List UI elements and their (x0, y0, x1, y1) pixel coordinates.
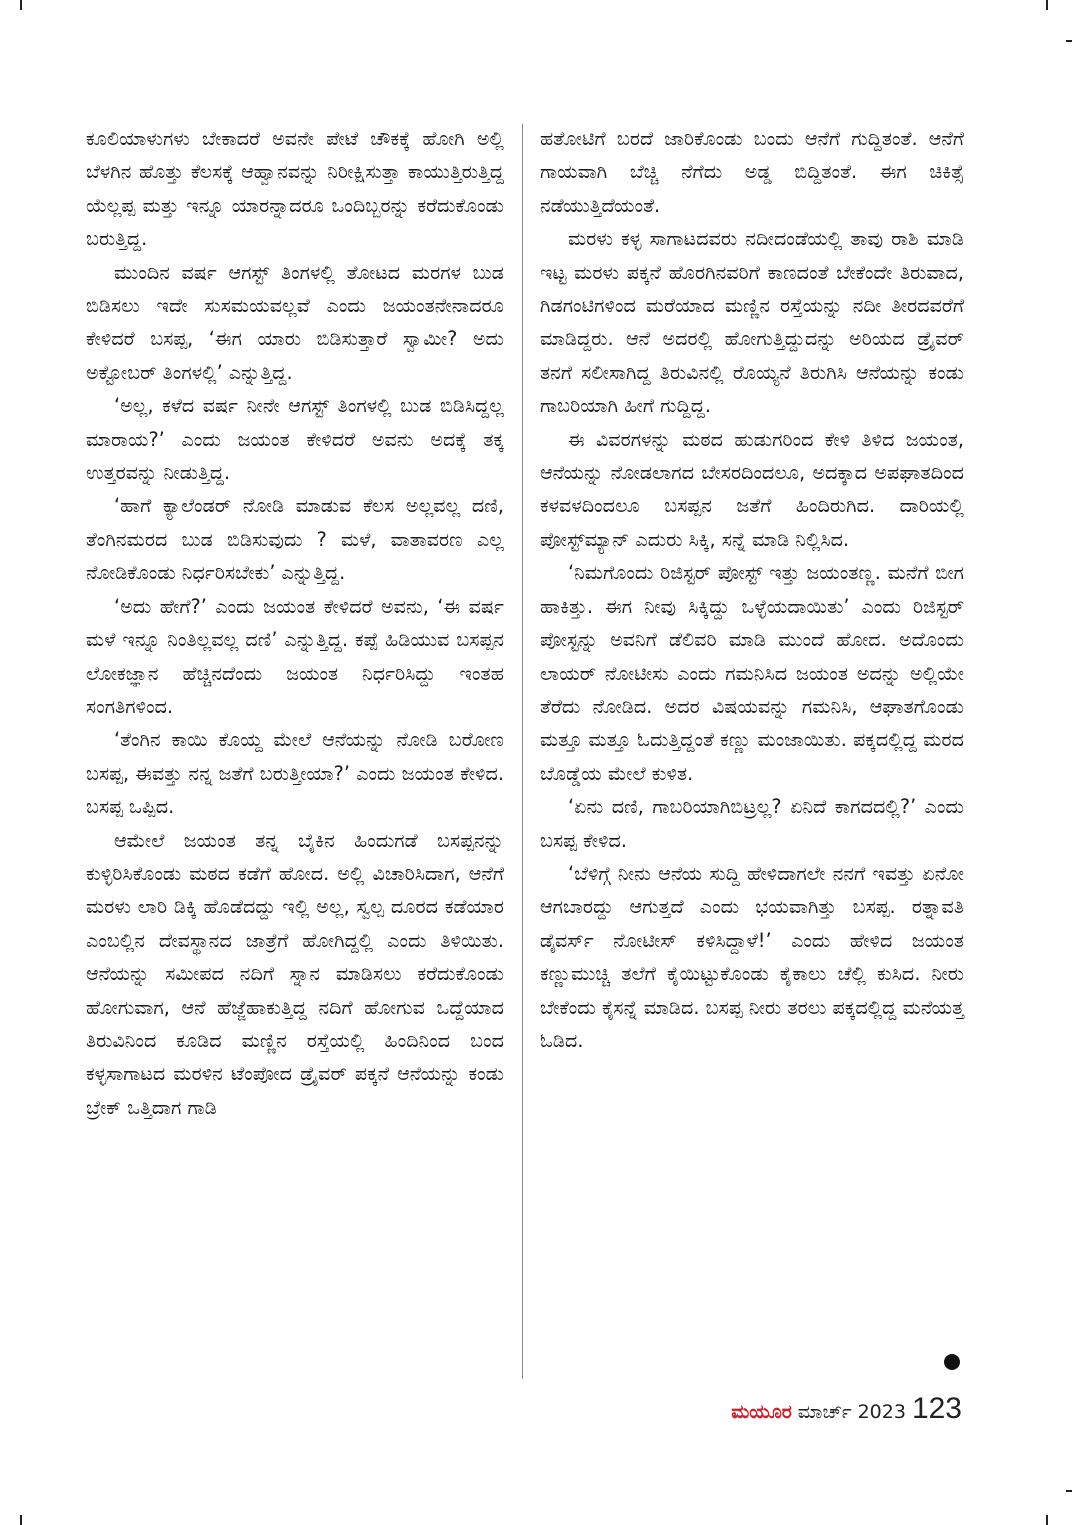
left-text-column (86, 122, 504, 1124)
crop-mark-top-right (1046, 0, 1048, 10)
paragraph: ‘ನಿಮಗೊಂದು ರಿಜಿಸ್ಟರ್ ಪೋಸ್ಟ್ ಇತ್ತು ಜಯಂತಣ್ಣ. ಮನೆಗೆ ಬೀಗ ಹಾಕಿತ್ತು. ಈಗ ನೀವು ಸಿಕ್ಕಿದ್ದು ಒಳ್ಳೆಯದಾಯಿತು’ ಎಂದು ರಿಜಿಸ್ಟರ್ ಪೋಸ್ಟನ್ನು ಅವನಿಗೆ ಡೆಲಿವರಿ ಮಾಡಿ ಮುಂದೆ ಹೋದ. ಅದೊಂದು ಲಾಯರ್ ನೋಟೀಸು ಎಂದು ಗಮನಿಸಿದ ಜಯಂತ ಅದನ್ನು ಅಲ್ಲಿಯೇ ತೆರೆದು ನೋಡಿದ. ಅದರ ವಿಷಯವನ್ನು ಗಮನಿಸಿ, ಆಘಾತಗೊಂಡು ಮತ್ತೂ ಮತ್ತೂ ಓದುತ್ತಿದ್ದಂತೆ ಕಣ್ಣು ಮಂಜಾಯಿತು. ಪಕ್ಕದಲ್ಲಿದ್ದ ಮರದ ಬೊಡ್ಡೆಯ ಮೇಲೆ ಕುಳಿತ. (540, 561, 964, 785)
story-end-bullet-icon (944, 1354, 960, 1370)
page-number: 123 (911, 1392, 962, 1425)
paragraph: ಹತೋಟಿಗೆ ಬರದೆ ಜಾರಿಕೊಂಡು ಬಂದು ಆನೆಗೆ ಗುದ್ದಿತಂತೆ. ಆನೆಗೆ ಗಾಯವಾಗಿ ಬೆಚ್ಚಿ ನೆಗೆದು ಅಡ್ಡ ಬಿದ್ದಿತಂತೆ. ಈಗ ಚಿಕಿತ್ಸೆ ನಡೆಯುತ್ತಿದೆಯಂತೆ. (540, 127, 964, 217)
issue-date: ಮಾರ್ಚ್ 2023 (797, 1401, 906, 1423)
page-footer (731, 1392, 962, 1426)
magazine-logo: ಮಯೂರ (731, 1401, 792, 1423)
paragraph: ಈ ವಿವರಗಳನ್ನು ಮಠದ ಹುಡುಗರಿಂದ ಕೇಳಿ ತಿಳಿದ ಜಯಂತ, ಆನೆಯನ್ನು ನೋಡಲಾಗದ ಬೇಸರದಿಂದಲೂ, ಅದಕ್ಕಾದ ಅಪಘಾತದಿಂದ ಕಳವಳದಿಂದಲೂ ಬಸಪ್ಪನ ಜತೆಗೆ ಹಿಂದಿರುಗಿದ. ದಾರಿಯಲ್ಲಿ ಪೋಸ್ಟ್‌ಮ್ಯಾನ್ ಎದುರು ಸಿಕ್ಕಿ, ಸನ್ನೆ ಮಾಡಿ ನಿಲ್ಲಿಸಿದ. (540, 427, 964, 551)
paragraph: ಮುಂದಿನ ವರ್ಷ ಆಗಸ್ಟ್ ತಿಂಗಳಲ್ಲಿ ತೋಟದ ಮರಗಳ ಬುಡ ಬಿಡಿಸಲು ಇದೇ ಸುಸಮಯವಲ್ಲವೆ ಎಂದು ಜಯಂತನೇನಾದರೂ ಕೇಳಿದರೆ ಬಸಪ್ಪ, ‘ಈಗ ಯಾರು ಬಿಡಿಸುತ್ತಾರೆ ಸ್ವಾಮೀ? ಅದು ಅಕ್ಟೋಬರ್ ತಿಂಗಳಲ್ಲಿ’ ಎನ್ನುತ್ತಿದ್ದ. (86, 260, 504, 384)
paragraph: ಆಮೇಲೆ ಜಯಂತ ತನ್ನ ಬೈಕಿನ ಹಿಂದುಗಡೆ ಬಸಪ್ಪನನ್ನು ಕುಳ್ಳಿರಿಸಿಕೊಂಡು ಮಠದ ಕಡೆಗೆ ಹೋದ. ಅಲ್ಲಿ ವಿಚಾರಿಸಿದಾಗ, ಆನೆಗೆ ಮರಳು ಲಾರಿ ಡಿಕ್ಕಿ ಹೊಡೆದದ್ದು ಇಲ್ಲಿ ಅಲ್ಲ, ಸ್ವಲ್ಪ ದೂರದ ಕಡೆಯಾರ ಎಂಬಲ್ಲಿನ ದೇವಸ್ಥಾನದ ಜಾತ್ರೆಗೆ ಹೋಗಿದ್ದಲ್ಲಿ ಎಂದು ತಿಳಿಯಿತು. ಆನೆಯನ್ನು ಸಮೀಪದ ನದಿಗೆ ಸ್ನಾನ ಮಾಡಿಸಲು ಕರೆದುಕೊಂಡು ಹೋಗುವಾಗ, ಆನೆ ಹೆಜ್ಜೆಹಾಕುತ್ತಿದ್ದ ನದಿಗೆ ಹೋಗುವ ಒದ್ದೆಯಾದ ತಿರುವಿನಿಂದ ಕೂಡಿದ ಮಣ್ಣಿನ ರಸ್ತೆಯಲ್ಲಿ ಹಿಂದಿನಿಂದ ಬಂದ ಕಳ್ಳಸಾಗಾಟದ ಮರಳಿನ ಟೆಂಪೋದ ಡ್ರೈವರ್ ಪಕ್ಕನೆ ಆನೆಯನ್ನು ಕಂಡು ಬ್ರೇಕ್ ಒತ್ತಿದಾಗ ಗಾಡಿ (86, 828, 504, 1119)
crop-mark-right-lower (1066, 1490, 1072, 1492)
paragraph: ‘ತೆಂಗಿನ ಕಾಯಿ ಕೊಯ್ದ ಮೇಲೆ ಆನೆಯನ್ನು ನೋಡಿ ಬರೋಣ ಬಸಪ್ಪ, ಈವತ್ತು ನನ್ನ ಜತೆಗೆ ಬರುತ್ತೀಯಾ?’ ಎಂದು ಜಯಂತ ಕೇಳಿದ. ಬಸಪ್ಪ ಒಪ್ಪಿದ. (86, 728, 504, 819)
crop-mark-bottom-right (1046, 1515, 1048, 1525)
paragraph: ‘ಅದು ಹೇಗೆ?’ ಎಂದು ಜಯಂತ ಕೇಳಿದರೆ ಅವನು, ‘ಈ ವರ್ಷ ಮಳೆ ಇನ್ನೂ ನಿಂತಿಲ್ಲವಲ್ಲ ದಣಿ’ ಎನ್ನುತ್ತಿದ್ದ. ಕಪ್ಪೆ ಹಿಡಿಯುವ ಬಸಪ್ಪನ ಲೋಕಜ್ಞಾನ ಹೆಚ್ಚಿನದೆಂದು ಜಯಂತ ನಿರ್ಧರಿಸಿದ್ದು ಇಂತಹ ಸಂಗತಿಗಳಿಂದ. (86, 594, 504, 718)
paragraph: ಮರಳು ಕಳ್ಳ ಸಾಗಾಟದವರು ನದೀದಂಡೆಯಲ್ಲಿ ತಾವು ರಾಶಿ ಮಾಡಿ ಇಟ್ಟ ಮರಳು ಪಕ್ಕನೆ ಹೊರಗಿನವರಿಗೆ ಕಾಣದಂತೆ ಬೇಕೆಂದೇ ತಿರುವಾದ, ಗಿಡಗಂಟಿಗಳಿಂದ ಮರೆಯಾದ ಮಣ್ಣಿನ ರಸ್ತೆಯನ್ನು ನದೀ ತೀರದವರೆಗೆ ಮಾಡಿದ್ದರು. ಆನೆ ಅದರಲ್ಲಿ ಹೋಗುತ್ತಿದ್ದುದನ್ನು ಅರಿಯದ ಡ್ರೈವರ್ ತನಗೆ ಸಲೀಸಾಗಿದ್ದ ತಿರುವಿನಲ್ಲಿ ರೊಯ್ಯನೆ ತಿರುಗಿಸಿ ಆನೆಯನ್ನು ಕಂಡು ಗಾಬರಿಯಾಗಿ ಹೀಗೆ ಗುದ್ದಿದ್ದ. (540, 227, 964, 418)
paragraph: ‘ಬೆಳಿಗ್ಗೆ ನೀನು ಆನೆಯ ಸುದ್ದಿ ಹೇಳಿದಾಗಲೇ ನನಗೆ ಇವತ್ತು ಏನೋ ಆಗಬಾರದ್ದು ಆಗುತ್ತದೆ ಎಂದು ಭಯವಾಗಿತ್ತು ಬಸಪ್ಪ. ರತ್ನಾವತಿ ಡೈವರ್ಸ್ ನೋಟೀಸ್ ಕಳಿಸಿದ್ದಾಳೆ!’ ಎಂದು ಹೇಳಿದ ಜಯಂತ ಕಣ್ಣುಮುಚ್ಚಿ ತಲೆಗೆ ಕೈಯಿಟ್ಟುಕೊಂಡು ಕೈಕಾಲು ಚೆಲ್ಲಿ ಕುಸಿದ. ನೀರು ಬೇಕೆಂದು ಕೈಸನ್ನೆ ಮಾಡಿದ. ಬಸಪ್ಪ ನೀರು ತರಲು ಪಕ್ಕದಲ್ಲಿದ್ದ ಮನೆಯತ್ತ ಓಡಿದ. (540, 861, 964, 1052)
paragraph: ‘ಏನು ದಣಿ, ಗಾಬರಿಯಾಗಿಬಿಟ್ರಲ್ಲ? ಏನಿದೆ ಕಾಗದದಲ್ಲಿ?’ ಎಂದು ಬಸಪ್ಪ ಕೇಳಿದ. (540, 795, 964, 852)
crop-mark-bottom-left (20, 1515, 22, 1525)
right-text-column (540, 122, 964, 1057)
crop-mark-top-left (20, 0, 22, 10)
paragraph: ಕೂಲಿಯಾಳುಗಳು ಬೇಕಾದರೆ ಅವನೇ ಪೇಟೆ ಚೌಕಕ್ಕೆ ಹೋಗಿ ಅಲ್ಲಿ ಬೆಳಗಿನ ಹೊತ್ತು ಕೆಲಸಕ್ಕೆ ಆಹ್ವಾನವನ್ನು ನಿರೀಕ್ಷಿಸುತ್ತಾ ಕಾಯುತ್ತಿರುತ್ತಿದ್ದ ಯೆಲ್ಲಪ್ಪ ಮತ್ತು ಇನ್ನೂ ಯಾರನ್ನಾದರೂ ಒಂದಿಬ್ಬರನ್ನು ಕರೆದುಕೊಂಡು ಬರುತ್ತಿದ್ದ. (86, 127, 504, 251)
crop-mark-right-upper (1066, 40, 1072, 42)
paragraph: ‘ಹಾಗೆ ಕ್ಯಾಲೆಂಡರ್ ನೋಡಿ ಮಾಡುವ ಕೆಲಸ ಅಲ್ಲವಲ್ಲ ದಣಿ, ತೆಂಗಿನಮರದ ಬುಡ ಬಿಡಿಸುವುದು ? ಮಳೆ, ವಾತಾವರಣ ಎಲ್ಲ ನೋಡಿಕೊಂಡು ನಿರ್ಧರಿಸಬೇಕು’ ಎನ್ನುತ್ತಿದ್ದ. (86, 494, 504, 585)
column-divider (522, 124, 523, 1379)
paragraph: ‘ಅಲ್ಲ, ಕಳೆದ ವರ್ಷ ನೀನೇ ಆಗಸ್ಟ್ ತಿಂಗಳಲ್ಲಿ ಬುಡ ಬಿಡಿಸಿದ್ದಲ್ಲ ಮಾರಾಯ?’ ಎಂದು ಜಯಂತ ಕೇಳಿದರೆ ಅವನು ಅದಕ್ಕೆ ತಕ್ಕ ಉತ್ತರವನ್ನು ನೀಡುತ್ತಿದ್ದ. (86, 394, 504, 485)
